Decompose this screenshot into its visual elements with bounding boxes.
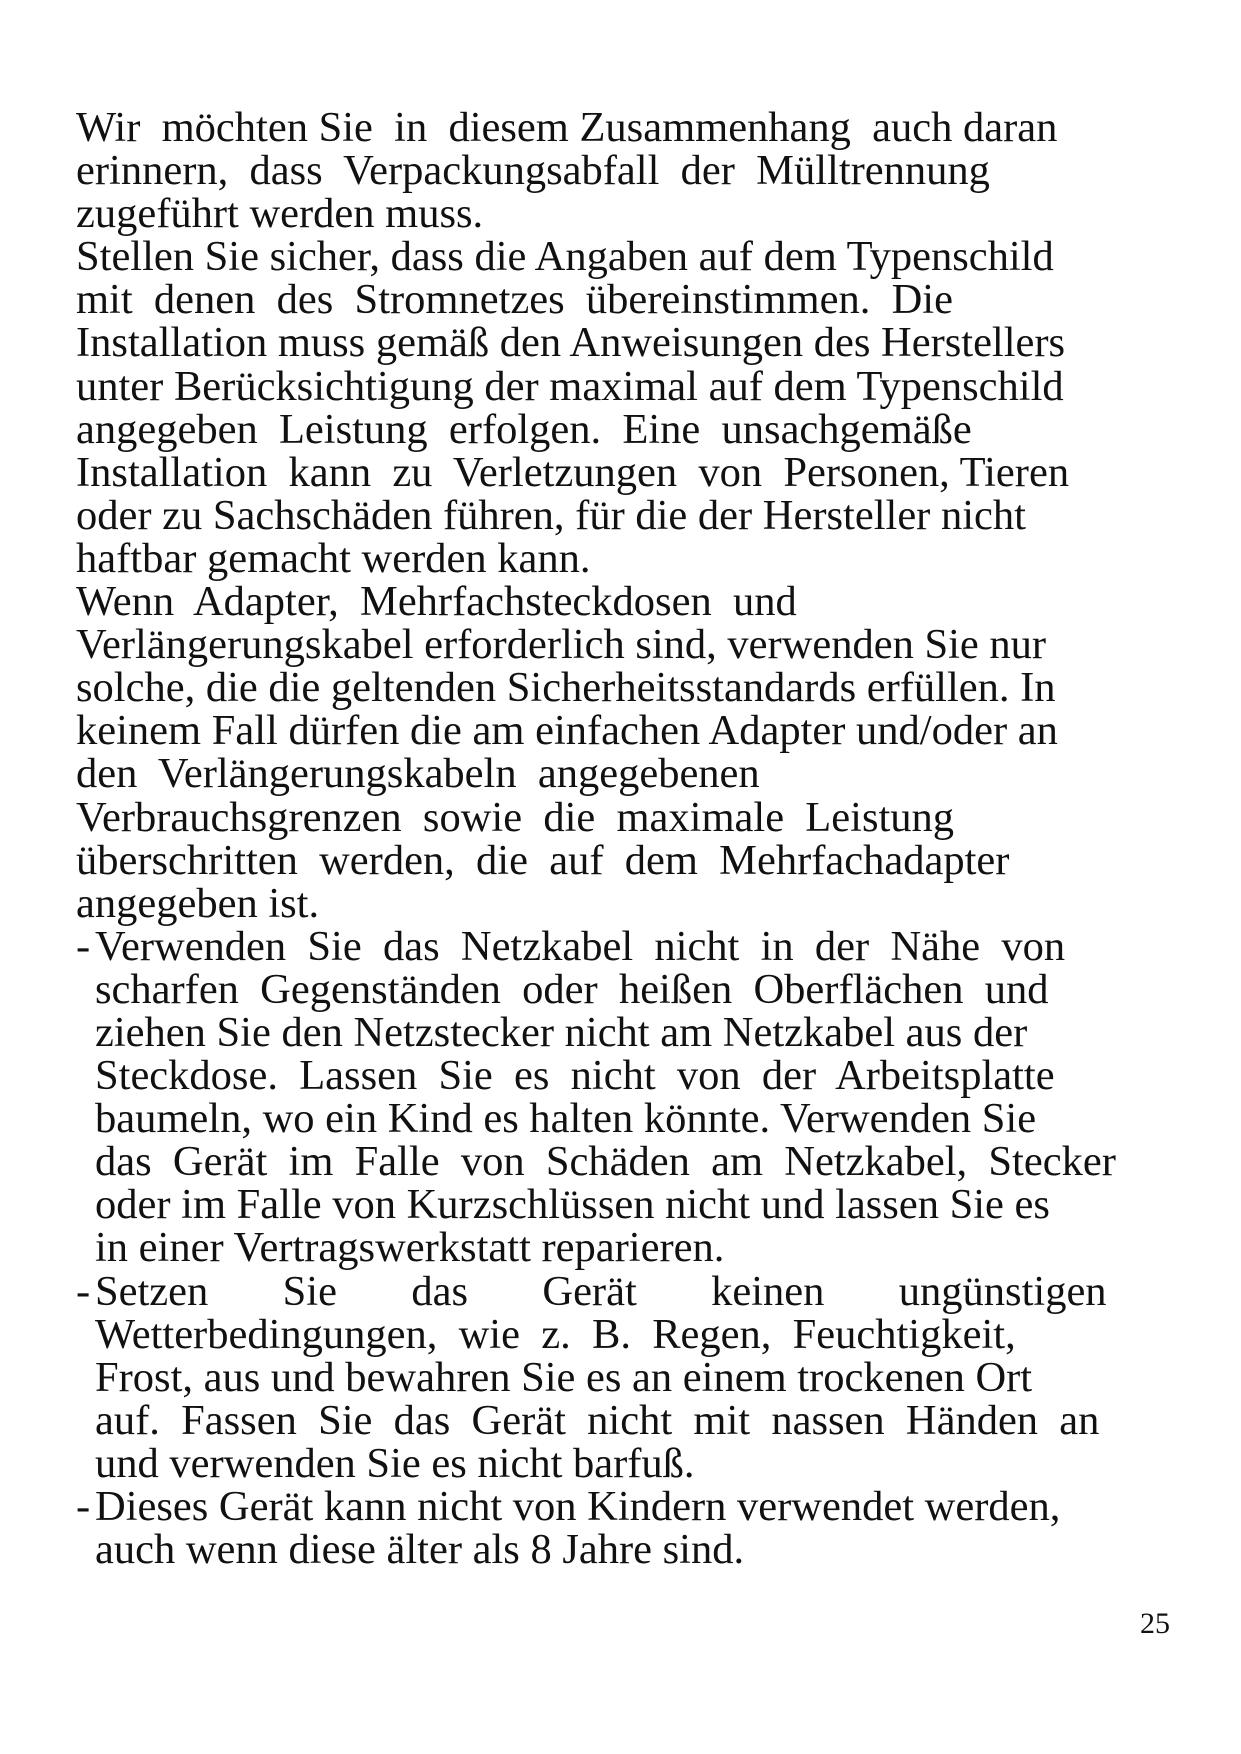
text-line: das Gerät im Falle von Schäden am Netzkabel, Stecker [95, 1138, 1116, 1186]
text-line: angegeben Leistung erfolgen. Eine unsachgemäße [76, 405, 972, 453]
text-line: oder zu Sachschäden führen, für die der Hersteller nicht [76, 491, 1026, 539]
text-line: Verlängerungskabel erforderlich sind, verwenden Sie nur [76, 621, 1047, 669]
text-line: haftbar gemacht werden kann. [76, 534, 591, 582]
text-line: auch wenn diese älter als 8 Jahre sind. [95, 1526, 745, 1574]
text-line: ziehen Sie den Netzstecker nicht am Netzkabel aus der [95, 1008, 1028, 1056]
bullet-item-power-cord [76, 922, 1176, 1272]
text-line: baumeln, wo ein Kind es halten könnte. Verwenden Sie [95, 1095, 1037, 1143]
bullet-item-children [76, 1483, 1176, 1574]
text-line: überschritten werden, die auf dem Mehrfachadapter [76, 836, 1010, 884]
text-line: in einer Vertragswerkstatt reparieren. [95, 1224, 725, 1272]
bullet-marker: - [76, 1267, 91, 1315]
text-line: unter Berücksichtigung der maximal auf dem Typenschild [76, 362, 1064, 410]
text-line: Verbrauchsgrenzen sowie die maximale Leistung [76, 793, 955, 841]
text-line: Installation kann zu Verletzungen von Personen, Tieren [76, 448, 1070, 496]
text-line: Verwenden Sie das Netzkabel nicht in der Nähe von [95, 922, 1066, 970]
text-line: angegeben ist. [76, 879, 320, 927]
text-line: Dieses Gerät kann nicht von Kindern verwendet werden, [95, 1483, 1061, 1530]
text-line: Setzen Sie das Gerät keinen ungünstigen [95, 1267, 1107, 1315]
text-line: erinnern, dass Verpackungsabfall der Mülltrennung [76, 147, 990, 195]
bullet-item-weather [76, 1267, 1176, 1487]
text-line: Wenn Adapter, Mehrfachsteckdosen und [76, 578, 797, 626]
page-number: 25 [1140, 1607, 1170, 1640]
document-body [76, 104, 1176, 1574]
text-line: Installation muss gemäß den Anweisungen des Herstellers [76, 319, 1066, 367]
text-line: keinem Fall dürfen die am einfachen Adapter und/oder an [76, 707, 1058, 755]
text-line: Frost, aus und bewahren Sie es an einem trockenen Ort [95, 1353, 1033, 1401]
text-line: Wir möchten Sie in diesem Zusammenhang auch daran [76, 104, 1058, 151]
text-line: Wetterbedingungen, wie z. B. Regen, Feuchtigkeit, [95, 1310, 1016, 1358]
bullet-marker: - [76, 922, 91, 970]
bullet-marker: - [76, 1483, 91, 1530]
text-line: zugeführt werden muss. [76, 190, 484, 238]
paragraph-packaging-waste [76, 104, 1176, 238]
text-line: scharfen Gegenständen oder heißen Oberflächen und [95, 965, 1049, 1013]
text-line: Stellen Sie sicher, dass die Angaben auf dem Typenschild [76, 233, 1054, 281]
paragraph-installation [76, 235, 1176, 580]
text-line: solche, die die geltenden Sicherheitsstandards erfüllen. In [76, 664, 1056, 712]
text-line: auf. Fassen Sie das Gerät nicht mit nassen Händen an [95, 1396, 1100, 1444]
paragraph-adapters [76, 580, 1176, 925]
text-line: oder im Falle von Kurzschlüssen nicht und lassen Sie es [95, 1181, 1050, 1229]
text-line: den Verlängerungskabeln angegebenen [76, 750, 760, 798]
text-line: Steckdose. Lassen Sie es nicht von der Arbeitsplatte [95, 1052, 1055, 1100]
text-line: mit denen des Stromnetzes übereinstimmen. Die [76, 276, 953, 324]
text-line: und verwenden Sie es nicht barfuß. [95, 1439, 695, 1487]
